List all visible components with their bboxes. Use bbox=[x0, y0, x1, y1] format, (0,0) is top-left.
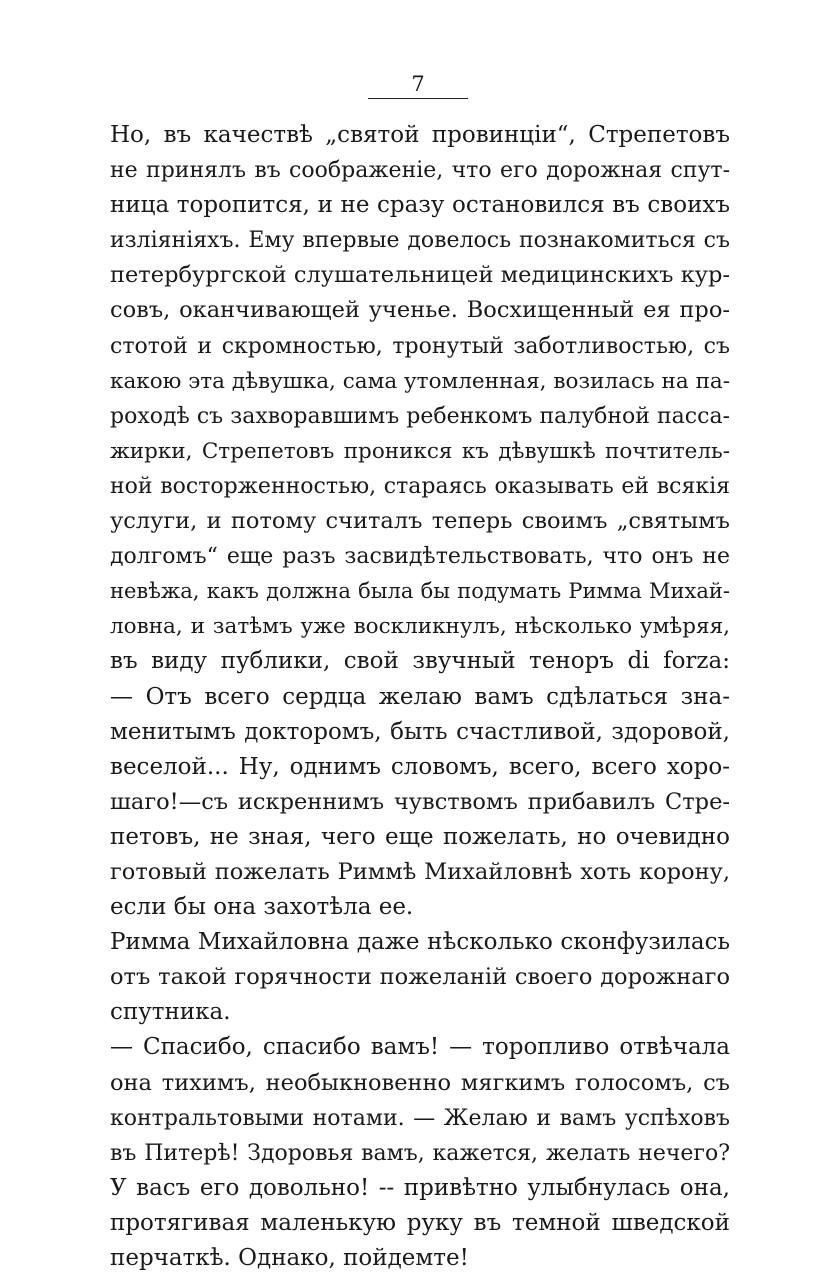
text-line: въ виду публики, свой звучный теноръ di forza: bbox=[110, 648, 730, 675]
body-text bbox=[110, 118, 730, 1276]
text-line: — Спасибо, спасибо вамъ! — торопливо отвѣчала bbox=[110, 1034, 730, 1061]
paragraph-2 bbox=[110, 680, 730, 926]
text-line: протягивая маленькую руку въ темной шведской bbox=[110, 1209, 730, 1236]
text-line: долгомъ“ еще разъ засвидѣтельствовать, что онъ не bbox=[110, 544, 730, 570]
text-line: Но, въ качествѣ „святой провинціи“, Стрепетовъ bbox=[110, 122, 730, 148]
text-line: стотой и скромностью, тронутый заботливостью, съ bbox=[110, 333, 730, 359]
text-line: отъ такой горячности пожеланій своего дорожнаго bbox=[110, 964, 730, 991]
text-line: какою эта дѣвушка, сама утомленная, возилась на па- bbox=[110, 368, 730, 394]
text-line: петербургской слушательницей медицинскихъ кур- bbox=[110, 262, 730, 289]
text-line: не принялъ въ соображеніе, что его дорожная спут- bbox=[110, 158, 730, 184]
paragraph-4 bbox=[110, 1030, 730, 1276]
text-line: жирки, Стрепетовъ проникся къ дѣвушкѣ почтитель- bbox=[110, 438, 730, 464]
text-line: роходѣ съ захворавшимъ ребенкомъ палубной пасса- bbox=[110, 403, 730, 429]
text-line: ница торопится, и не сразу остановился въ своихъ bbox=[110, 192, 730, 219]
text-line: если бы она захотѣла ее. bbox=[110, 894, 414, 921]
text-line: услуги, и потому считалъ теперь своимъ „святымъ bbox=[110, 508, 730, 535]
text-line: ловна, и затѣмъ уже воскликнулъ, нѣсколько умѣряя, bbox=[110, 614, 730, 640]
text-line: изліяніяхъ. Ему впервые довелось познакомиться съ bbox=[110, 228, 730, 254]
text-line: — Отъ всего сердца желаю вамъ сдѣлаться зна- bbox=[110, 683, 730, 710]
text-line: шаго!—съ искреннимъ чувствомъ прибавилъ Стре- bbox=[110, 788, 730, 815]
text-line: петовъ, не зная, чего еще пожелать, но очевидно bbox=[110, 823, 730, 850]
text-line: веселой... Ну, однимъ словомъ, всего, всего хоро- bbox=[110, 753, 730, 780]
paragraph-3 bbox=[110, 925, 730, 1030]
page-number: 7 bbox=[411, 72, 425, 96]
header-rule bbox=[368, 98, 468, 99]
text-line: невѣжа, какъ должна была бы подумать Римма Михай- bbox=[110, 579, 730, 604]
text-line: въ Питерѣ! Здоровья вамъ, кажется, желать нечего? bbox=[110, 1140, 730, 1166]
text-line: Римма Михайловна даже нѣсколько сконфузилась bbox=[110, 929, 730, 956]
text-line: готовый пожелать Риммѣ Михайловнѣ хоть корону, bbox=[110, 858, 730, 885]
text-line: менитымъ докторомъ, быть счастливой, здоровой, bbox=[110, 718, 730, 745]
text-line: ной восторженностью, стараясь оказывать ей всякія bbox=[110, 473, 730, 499]
text-line: спутника. bbox=[110, 999, 231, 1026]
text-line: перчаткѣ. Однако, пойдемте! bbox=[110, 1245, 469, 1271]
text-line: контральтовыми нотами. — Желаю и вамъ успѣховъ bbox=[110, 1105, 730, 1131]
text-line: совъ, оканчивающей ученье. Восхищенный ея про- bbox=[110, 297, 730, 324]
text-line: она тихимъ, необыкновенно мягкимъ голосомъ, съ bbox=[110, 1069, 730, 1096]
paragraph-1 bbox=[110, 118, 730, 680]
text-line: У васъ его довольно! -- привѣтно улыбнулась она, bbox=[110, 1174, 730, 1201]
